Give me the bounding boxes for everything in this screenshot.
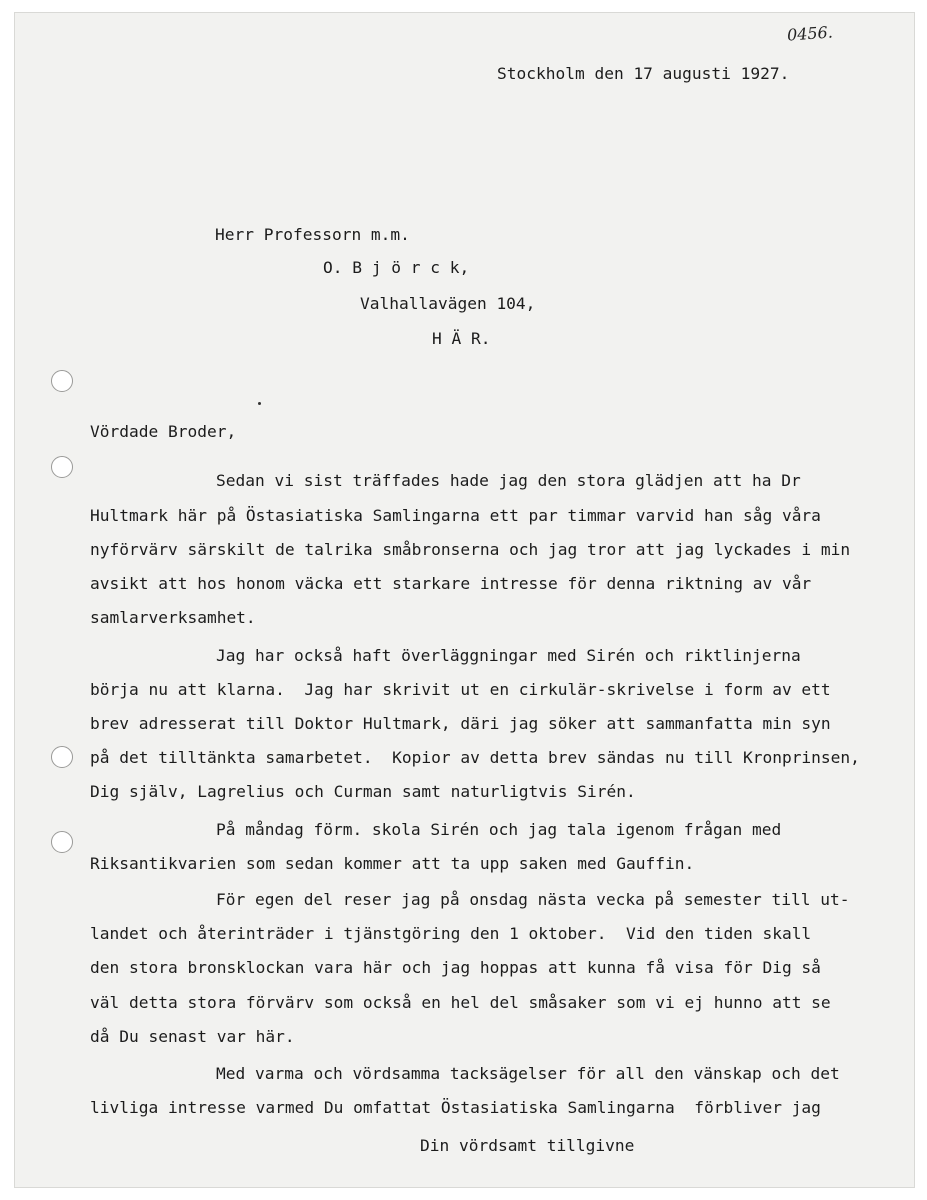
dateline: Stockholm den 17 augusti 1927. bbox=[497, 64, 790, 83]
body-line: Dig själv, Lagrelius och Curman samt naturligtvis Sirén. bbox=[90, 782, 636, 801]
punch-hole bbox=[51, 746, 73, 768]
body-line: då Du senast var här. bbox=[90, 1027, 295, 1046]
punch-hole bbox=[51, 456, 73, 478]
body-line: Hultmark här på Östasiatiska Samlingarna ett par timmar varvid han såg våra bbox=[90, 506, 821, 525]
punch-hole bbox=[51, 370, 73, 392]
body-line: den stora bronsklockan vara här och jag hoppas att kunna få visa för Dig så bbox=[90, 958, 821, 977]
archive-number: 0456. bbox=[786, 22, 834, 45]
body-line: börja nu att klarna. Jag har skrivit ut en cirkulär-skrivelse i form av ett bbox=[90, 680, 831, 699]
body-line: på det tilltänkta samarbetet. Kopior av detta brev sändas nu till Kronprinsen, bbox=[90, 748, 860, 767]
body-line: Med varma och vördsamma tacksägelser för all den vänskap och det bbox=[216, 1064, 840, 1083]
body-line: livliga intresse varmed Du omfattat Östasiatiska Samlingarna förbliver jag bbox=[90, 1098, 821, 1117]
recipient-line-2: O. B j ö r c k, bbox=[323, 258, 470, 277]
body-line: väl detta stora förvärv som också en hel del småsaker som vi ej hunno att se bbox=[90, 993, 831, 1012]
body-line: På måndag förm. skola Sirén och jag tala igenom frågan med bbox=[216, 820, 782, 839]
body-line: Jag har också haft överläggningar med Sirén och riktlinjerna bbox=[216, 646, 801, 665]
body-line: nyförvärv särskilt de talrika småbronserna och jag tror att jag lyckades i min bbox=[90, 540, 851, 559]
body-line: samlarverksamhet. bbox=[90, 608, 256, 627]
recipient-line-1: Herr Professorn m.m. bbox=[215, 225, 410, 244]
body-line: avsikt att hos honom väcka ett starkare intresse för denna riktning av vår bbox=[90, 574, 812, 593]
recipient-line-4: H Ä R. bbox=[432, 329, 491, 348]
closing: Din vördsamt tillgivne bbox=[420, 1136, 635, 1155]
ink-speck bbox=[258, 402, 261, 405]
body-line: För egen del reser jag på onsdag nästa vecka på semester till ut- bbox=[216, 890, 850, 909]
body-line: landet och återinträder i tjänstgöring den 1 oktober. Vid den tiden skall bbox=[90, 924, 812, 943]
recipient-line-3: Valhallavägen 104, bbox=[360, 294, 536, 313]
body-line: Riksantikvarien som sedan kommer att ta upp saken med Gauffin. bbox=[90, 854, 695, 873]
body-line: Sedan vi sist träffades hade jag den stora glädjen att ha Dr bbox=[216, 471, 801, 490]
salutation: Vördade Broder, bbox=[90, 422, 237, 441]
punch-hole bbox=[51, 831, 73, 853]
body-line: brev adresserat till Doktor Hultmark, däri jag söker att sammanfatta min syn bbox=[90, 714, 831, 733]
